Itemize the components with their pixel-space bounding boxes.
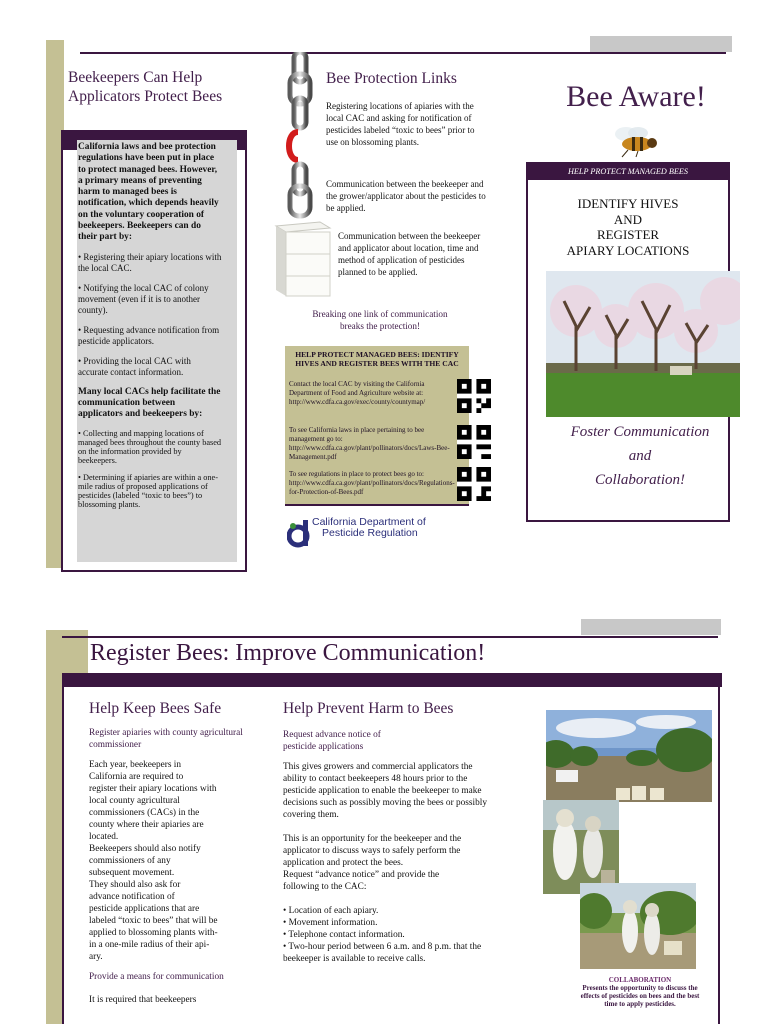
- body-line: California are required to: [89, 772, 184, 782]
- body-line: county where their apiaries are: [89, 820, 204, 830]
- section-paragraph: Request “advance notice” and provide the following to the CAC:: [283, 870, 440, 892]
- body-line: ary.: [89, 952, 103, 962]
- body-line: commissioners (CACs) in the: [89, 808, 200, 818]
- resources-box: [285, 346, 469, 504]
- col1-bullet: • Requesting advance notification from pesticide applicators.: [78, 324, 220, 346]
- breaking-link-callout: [290, 308, 470, 332]
- body-line: Each year, beekeepers in: [89, 760, 182, 770]
- col2-paragraph: Communication between the beekeeper and applicator about location, time and method of application of pesticides planned to be applied.: [338, 231, 481, 277]
- caption-body: Presents the opportunity to discuss the effects of pesticides on bees and the best time to apply pesticides.: [580, 984, 700, 1008]
- resource-regulations-link[interactable]: To see regulations in place to protect bees go to: http://www.cdfa.ca.gov/plant/pollinators/docs/Regulations-for-Protection-of-Bees.pdf: [289, 470, 455, 496]
- col1-bullet: • Notifying the local CAC of colony movement (even if it is to another county).: [78, 282, 209, 315]
- cover-slogan-line3: Collaboration!: [594, 472, 685, 488]
- resources-heading: HELP PROTECT MANAGED BEES: IDENTIFY HIVES AND REGISTER BEES WITH THE CAC: [295, 350, 459, 368]
- col1-heading: [68, 68, 273, 106]
- requirements-list: [283, 905, 493, 965]
- body-line: They should also ask for: [89, 880, 181, 890]
- cover-headline-line3: REGISTER: [596, 227, 660, 242]
- section-subheading: Request advance notice of pesticide applications: [283, 730, 381, 752]
- list-item: • Location of each apiary.: [283, 906, 379, 916]
- collaboration-photo: [580, 883, 696, 969]
- col1-heading-line2: Applicators Protect Bees: [68, 88, 223, 105]
- beehive-box-illustration: [270, 220, 332, 298]
- body-line: Beekeepers should also notify: [89, 844, 201, 854]
- cover-headline-line1: IDENTIFY HIVES: [577, 196, 679, 211]
- section-body: [89, 759, 249, 963]
- section-heading: Help Prevent Harm to Bees: [283, 700, 454, 717]
- almond-orchard-photo: [546, 271, 740, 417]
- col1-small-bullet: • Determining if apiaries are within a one-mile radius of proposed applications of pesticides (labeled “toxic to bees”) to blossoming plants.: [78, 472, 218, 509]
- list-item: • Movement information.: [283, 918, 378, 928]
- col2-paragraph: Communication between the beekeeper and the grower/applicator about the pesticides to be applied.: [326, 179, 486, 213]
- col2-heading: Bee Protection Links: [326, 70, 457, 87]
- panel1-top-rule: [80, 52, 726, 54]
- caption-title: COLLABORATION: [608, 976, 672, 984]
- dpr-logo-line2: Pesticide Regulation: [322, 527, 418, 539]
- cover-slogan-line2: and: [628, 448, 652, 464]
- panel2-title: Register Bees: Improve Communication!: [90, 640, 486, 666]
- body-line: labeled “toxic to bees” that will be: [89, 916, 218, 926]
- col1-bullet: • Providing the local CAC with accurate contact information.: [78, 355, 191, 377]
- list-item: • Telephone contact information.: [283, 930, 405, 940]
- section-paragraph: This gives growers and commercial applicators the ability to contact beekeepers 48 hours prior to the pesticide application to enable the beekeeper to make decisions such as possibly moving the bees or possibly covering them.: [283, 762, 488, 820]
- dpr-logo-text: [312, 517, 452, 539]
- section-subheading: Register apiaries with county agricultural commissioner: [89, 728, 243, 750]
- body-line: applied to blossoming plants with-: [89, 928, 218, 938]
- cover-headline-line4: APIARY LOCATIONS: [566, 242, 690, 258]
- body-line: pesticide applications that are: [89, 904, 200, 914]
- beekeepers-inspecting-photo: [543, 800, 619, 894]
- col1-text: [78, 142, 222, 517]
- col1-subhead: Many local CACs help facilitate the communication between applicators and beekeepers by:: [78, 386, 221, 420]
- qr-code-icon: [457, 467, 491, 501]
- callout-line2: breaks the protection!: [339, 321, 421, 331]
- body-line: subsequent movement.: [89, 868, 175, 878]
- body-line: advance notification of: [89, 892, 175, 902]
- section-paragraph: This is an opportunity for the beekeeper and the applicator to discuss ways to safely perform the application and protect the bees.: [283, 834, 462, 868]
- col1-intro: California laws and bee protection regulations have been put in place to protect managed bees. However, a primary means of preventing harm to managed bees is notification, which depends heavily on the voluntary cooperation of beekeepers. Beekeepers can do their part by:: [78, 142, 219, 243]
- callout-line1: Breaking one link of communication: [312, 309, 448, 319]
- col1-small-bullet: • Collecting and mapping locations of managed bees throughout the county based on the information provided by beekeepers.: [78, 428, 222, 465]
- body-line: located.: [89, 832, 119, 842]
- panel2-top-rule: [62, 636, 718, 638]
- resources-underline: [285, 504, 469, 506]
- panel1-gray-tab: [590, 36, 732, 52]
- qr-code-icon: [457, 425, 491, 459]
- cover-title: Bee Aware!: [566, 80, 706, 113]
- section-heading: Help Keep Bees Safe: [89, 700, 222, 717]
- dpr-logo-line1: California Department of: [312, 516, 426, 528]
- list-item: • Two-hour period between 6 a.m. and 8 p.m. that the beekeeper is available to receive calls.: [283, 942, 482, 964]
- body-line: commissioners of any: [89, 856, 171, 866]
- col1-heading-line1: Beekeepers Can Help: [68, 69, 203, 86]
- body-line: register their apiary locations with: [89, 784, 217, 794]
- resource-cac-link[interactable]: Contact the local CAC by visiting the California Department of Food and Agriculture website at: http://www.cdfa.ca.gov/exec/county/countymap/: [289, 380, 426, 406]
- broken-chain-illustration: [280, 52, 320, 224]
- orchard-hives-photo: [546, 710, 712, 802]
- body-line: local county agricultural: [89, 796, 180, 806]
- body-line: in a one-mile radius of their api-: [89, 940, 210, 950]
- qr-code-icon: [457, 379, 491, 413]
- honeybee-icon: [610, 124, 660, 158]
- cover-slogan: [540, 420, 740, 492]
- panel2-gray-tab: [581, 619, 721, 635]
- panel2-band: [62, 673, 722, 687]
- prevent-harm-section: [283, 700, 493, 965]
- cover-headline: [528, 196, 728, 258]
- section-subheading: Provide a means for communication: [89, 972, 224, 982]
- col1-bullet: • Registering their apiary locations with the local CAC.: [78, 251, 222, 273]
- col2-paragraph: Registering locations of apiaries with the local CAC and asking for notification of pesticides labeled “toxic to bees” prior to use on blossoming plants.: [326, 101, 475, 147]
- section-body-tail: It is required that beekeepers: [89, 994, 197, 1005]
- cover-slogan-line1: Foster Communication: [570, 424, 710, 440]
- cover-band: HELP PROTECT MANAGED BEES: [528, 164, 728, 180]
- resource-laws-link[interactable]: To see California laws in place pertaining to bee management go to: http://www.cdfa.ca.gov/plant/pollinators/docs/Laws-Bee-Management.pdf: [289, 426, 450, 461]
- photo-caption: [580, 976, 700, 1008]
- cover-headline-line2: AND: [613, 211, 643, 227]
- keep-bees-safe-section: [89, 700, 249, 1006]
